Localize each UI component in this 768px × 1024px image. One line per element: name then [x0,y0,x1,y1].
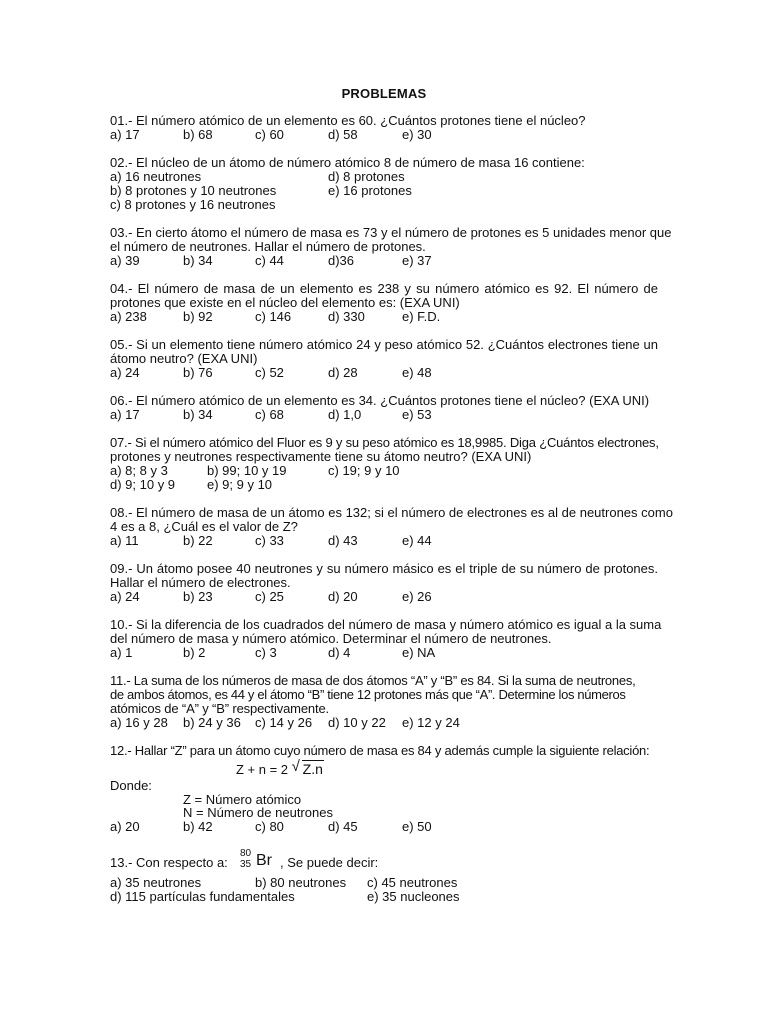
element-symbol: Br [256,852,272,869]
option: e) 26 [402,589,432,604]
option: a) 8; 8 y 3 [110,463,168,478]
option: d) 58 [328,127,358,142]
option: a) 16 y 28 [110,715,168,730]
option: a) 17 [110,127,140,142]
option: d) 330 [328,309,365,324]
question-09-text-line2: Hallar el número de electrones. [110,575,291,590]
question-05-text-line1: 05.- Si un elemento tiene número atómico 24 y peso atómico 52. ¿Cuántos electrones tiene un [110,337,658,352]
option: a) 17 [110,407,140,422]
relation-formula [236,758,324,777]
question-05-text-line2: átomo neutro? (EXA UNI) [110,351,258,366]
option: e) 35 nucleones [367,889,460,904]
option: a) 11 [110,533,139,548]
option: e) 30 [402,127,432,142]
option: b) 34 [183,407,213,422]
option: e) 37 [402,253,432,268]
question-03-text-line2: el número de neutrones. Hallar el número de protones. [110,239,426,254]
option: d) 10 y 22 [328,715,386,730]
option: a) 1 [110,645,133,660]
option: a) 20 [110,819,140,834]
option: b) 42 [183,819,213,834]
option: d) 8 protones [328,169,405,184]
option: b) 80 neutrones [255,875,347,890]
atomic-number: 35 [240,859,252,870]
donde-label: Donde: [110,778,152,793]
option: c) 45 neutrones [367,875,458,890]
option: c) 25 [255,589,284,604]
option: c) 68 [255,407,284,422]
option: b) 99; 10 y 19 [207,463,287,478]
option: d) 1,0 [328,407,362,422]
question-09-text-line1: 09.- Un átomo posee 40 neutrones y su número másico es el triple de su número de protones. [110,561,658,576]
question-08-text-line1: 08.- El número de masa de un átomo es 132; si el número de electrones es al de neutrones como [110,505,673,520]
question-08-text-line2: 4 es a 8, ¿Cuál es el valor de Z? [110,519,298,534]
question-02-text: 02.- El núcleo de un átomo de número atómico 8 de número de masa 16 contiene: [110,155,585,170]
question-10-text-line1: 10.- Si la diferencia de los cuadrados del número de masa y número atómico es igual a la suma [110,617,662,632]
option: d) 9; 10 y 9 [110,477,176,492]
question-01-text: 01.- El número atómico de un elemento es 60. ¿Cuántos protones tiene el núcleo? [110,113,586,128]
option: d) 28 [328,365,358,380]
option: d)36 [328,253,355,268]
question-13-text: 13.- Con respecto a: [110,855,228,870]
option: a) 24 [110,589,140,604]
option: e) 12 y 24 [402,715,460,730]
definition-n: N = Número de neutrones [183,805,333,820]
question-04-text-line1: 04.- El número de masa de un elemento es 238 y su número atómico es 92. El número de [110,281,658,296]
option: c) 60 [255,127,284,142]
option: e) 16 protones [328,183,412,198]
option: a) 39 [110,253,140,268]
option: e) 44 [402,533,432,548]
option: e) 50 [402,819,432,834]
option: a) 35 neutrones [110,875,202,890]
option: e) 48 [402,365,432,380]
option: a) 238 [110,309,147,324]
option: c) 44 [255,253,284,268]
question-11-text-line2: de ambos átomos, es 44 y el átomo “B” tiene 12 protones más que “A”. Determine los números [110,687,626,702]
option: b) 76 [183,365,213,380]
question-07-text-line1: 07.- Si el número atómico del Fluor es 9 y su peso atómico es 18,9985. Diga ¿Cuántos electrones, [110,435,659,450]
question-12-text: 12.- Hallar “Z” para un átomo cuyo número de masa es 84 y además cumple la siguiente relación: [110,743,650,758]
option: c) 19; 9 y 10 [328,463,400,478]
option: d) 43 [328,533,358,548]
option: d) 20 [328,589,358,604]
question-11-text-line3: atómicos de “A” y “B” respectivamente. [110,701,329,716]
option: c) 33 [255,533,284,548]
radicand: Z.n [302,761,323,777]
option: a) 24 [110,365,140,380]
question-10-text-line2: del número de masa y número atómico. Determinar el número de neutrones. [110,631,552,646]
option: b) 23 [183,589,213,604]
option: b) 92 [183,309,213,324]
question-11-text-line1: 11.- La suma de los números de masa de dos átomos “A” y “B” es 84. Si la suma de neutrones, [110,673,636,688]
option: d) 115 partículas fundamentales [110,889,295,904]
option: b) 2 [183,645,206,660]
formula-left: Z + n = 2 [236,762,289,777]
option: e) 53 [402,407,432,422]
option: c) 146 [255,309,292,324]
definition-z: Z = Número atómico [183,792,302,807]
question-03-text-line1: 03.- En cierto átomo el número de masa es 73 y el número de protones es 5 unidades menor que [110,225,672,240]
option: a) 16 neutrones [110,169,202,184]
question-06-text: 06.- El número atómico de un elemento es 34. ¿Cuántos protones tiene el núcleo? (EXA UNI) [110,393,650,408]
option: d) 4 [328,645,351,660]
page-title: PROBLEMAS [341,86,427,101]
option: d) 45 [328,819,358,834]
question-07-text-line2: protones y neutrones respectivamente tiene su átomo neutro? (EXA UNI) [110,449,532,464]
option: b) 24 y 36 [183,715,241,730]
option: c) 52 [255,365,284,380]
option: e) 9; 9 y 10 [207,477,273,492]
square-root [291,758,324,777]
option: e) NA [402,645,436,660]
option: b) 68 [183,127,213,142]
question-04-text-line2: protones que existe en el núcleo del elemento es: (EXA UNI) [110,295,460,310]
option: b) 34 [183,253,213,268]
option: c) 14 y 26 [255,715,313,730]
radical-icon: √ [291,758,300,775]
option: b) 8 protones y 10 neutrones [110,183,277,198]
question-13-text-continuation: , Se puede decir: [280,855,379,870]
mass-number: 80 [240,848,252,859]
option: c) 3 [255,645,277,660]
option: e) F.D. [402,309,441,324]
option: b) 22 [183,533,213,548]
option: c) 8 protones y 16 neutrones [110,197,276,212]
option: c) 80 [255,819,284,834]
